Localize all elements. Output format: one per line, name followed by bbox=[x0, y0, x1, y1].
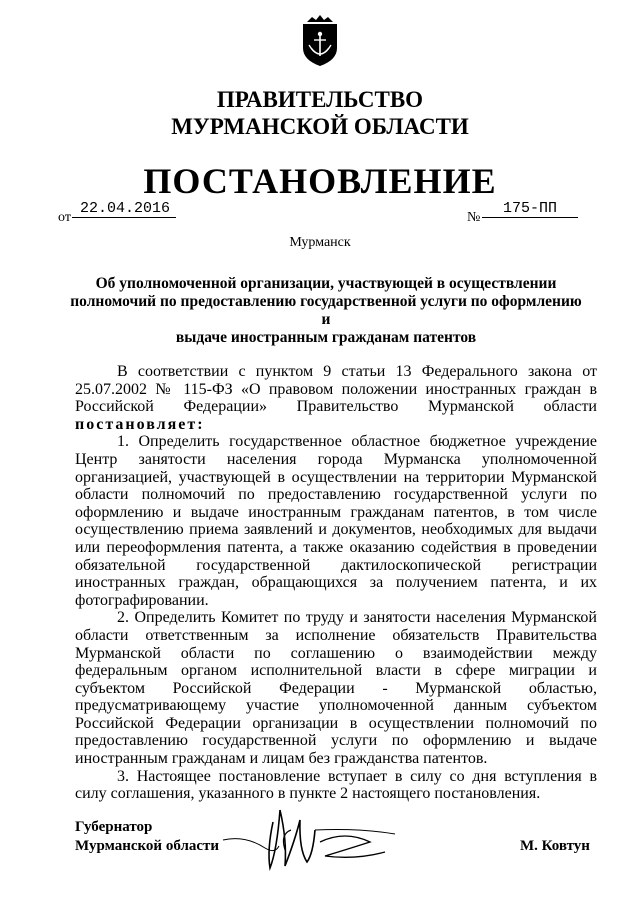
government-title bbox=[0, 86, 640, 140]
preamble-text: В соответствии с пунктом 9 статьи 13 Федерального закона от 25.07.2002 № 115-ФЗ «О правовом положении иностранных граждан в Российской Федерации» Правительство Мурманской области bbox=[75, 363, 597, 416]
position-line-2: Мурманской области bbox=[75, 838, 220, 854]
decree-word: постановляет: bbox=[75, 415, 205, 433]
document-type: ПОСТАНОВЛЕНИЕ bbox=[143, 161, 497, 201]
number-label: № bbox=[467, 210, 481, 225]
document-date: 22.04.2016 bbox=[72, 200, 176, 218]
government-line-1: ПРАВИТЕЛЬСТВО bbox=[216, 87, 424, 112]
signatory-name: М. Ковтун bbox=[520, 838, 590, 854]
coat-of-arms-icon bbox=[299, 12, 341, 68]
paragraph-2: 2. Определить Комитет по труду и занятости населения Мурманской области ответственным за исполнение обязательств Правительства Мурманской области по соглашению о взаимодействии между федеральным органом исполнительной власти в сфере миграции и субъектом Российской Федерации - Мурманской областью, предусматривающему участие уполномоченной данным субъектом Российской Федерации организации в осуществлении полномочий по предоставлению государственной услуги по оформлению и выдаче иностранным гражданам и лицам без гражданства патентов. bbox=[75, 609, 597, 768]
subject-line-1: Об уполномоченной организации, участвующей в осуществлении bbox=[95, 275, 557, 292]
government-line-2: МУРМАНСКОЙ ОБЛАСТИ bbox=[171, 114, 469, 139]
subject-line-3: выдаче иностранным гражданам патентов bbox=[175, 329, 477, 346]
preamble-paragraph bbox=[75, 363, 597, 433]
document-subject bbox=[66, 275, 586, 347]
handwritten-signature bbox=[195, 790, 445, 890]
city: Мурманск bbox=[289, 235, 351, 250]
position-line-1: Губернатор bbox=[75, 819, 153, 835]
paragraph-3: 3. Настоящее постановление вступает в силу со дня вступления в силу соглашения, указанного в пункте 2 настоящего постановления. bbox=[75, 767, 597, 803]
paragraph-1: 1. Определить государственное областное бюджетное учреждение Центр занятости населения города Мурманска уполномоченной организацией, участвующей в осуществлении на территории Мурманской области полномочий по предоставлению государственной услуги по оформлению и выдаче иностранным гражданам патентов, в том числе осуществлению приема заявлений и документов, необходимых для выдачи или переоформления патента, а также оказанию содействия в проведении обязательной государственной дактилоскопической регистрации иностранных граждан, обращающихся за получением патента, и их фотографировании. bbox=[75, 433, 597, 609]
date-label: от bbox=[58, 210, 71, 225]
document-number: 175-ПП bbox=[482, 200, 578, 218]
document-body bbox=[75, 363, 597, 803]
subject-line-2: полномочий по предоставлению государственной услуги по оформлению и bbox=[70, 293, 582, 328]
